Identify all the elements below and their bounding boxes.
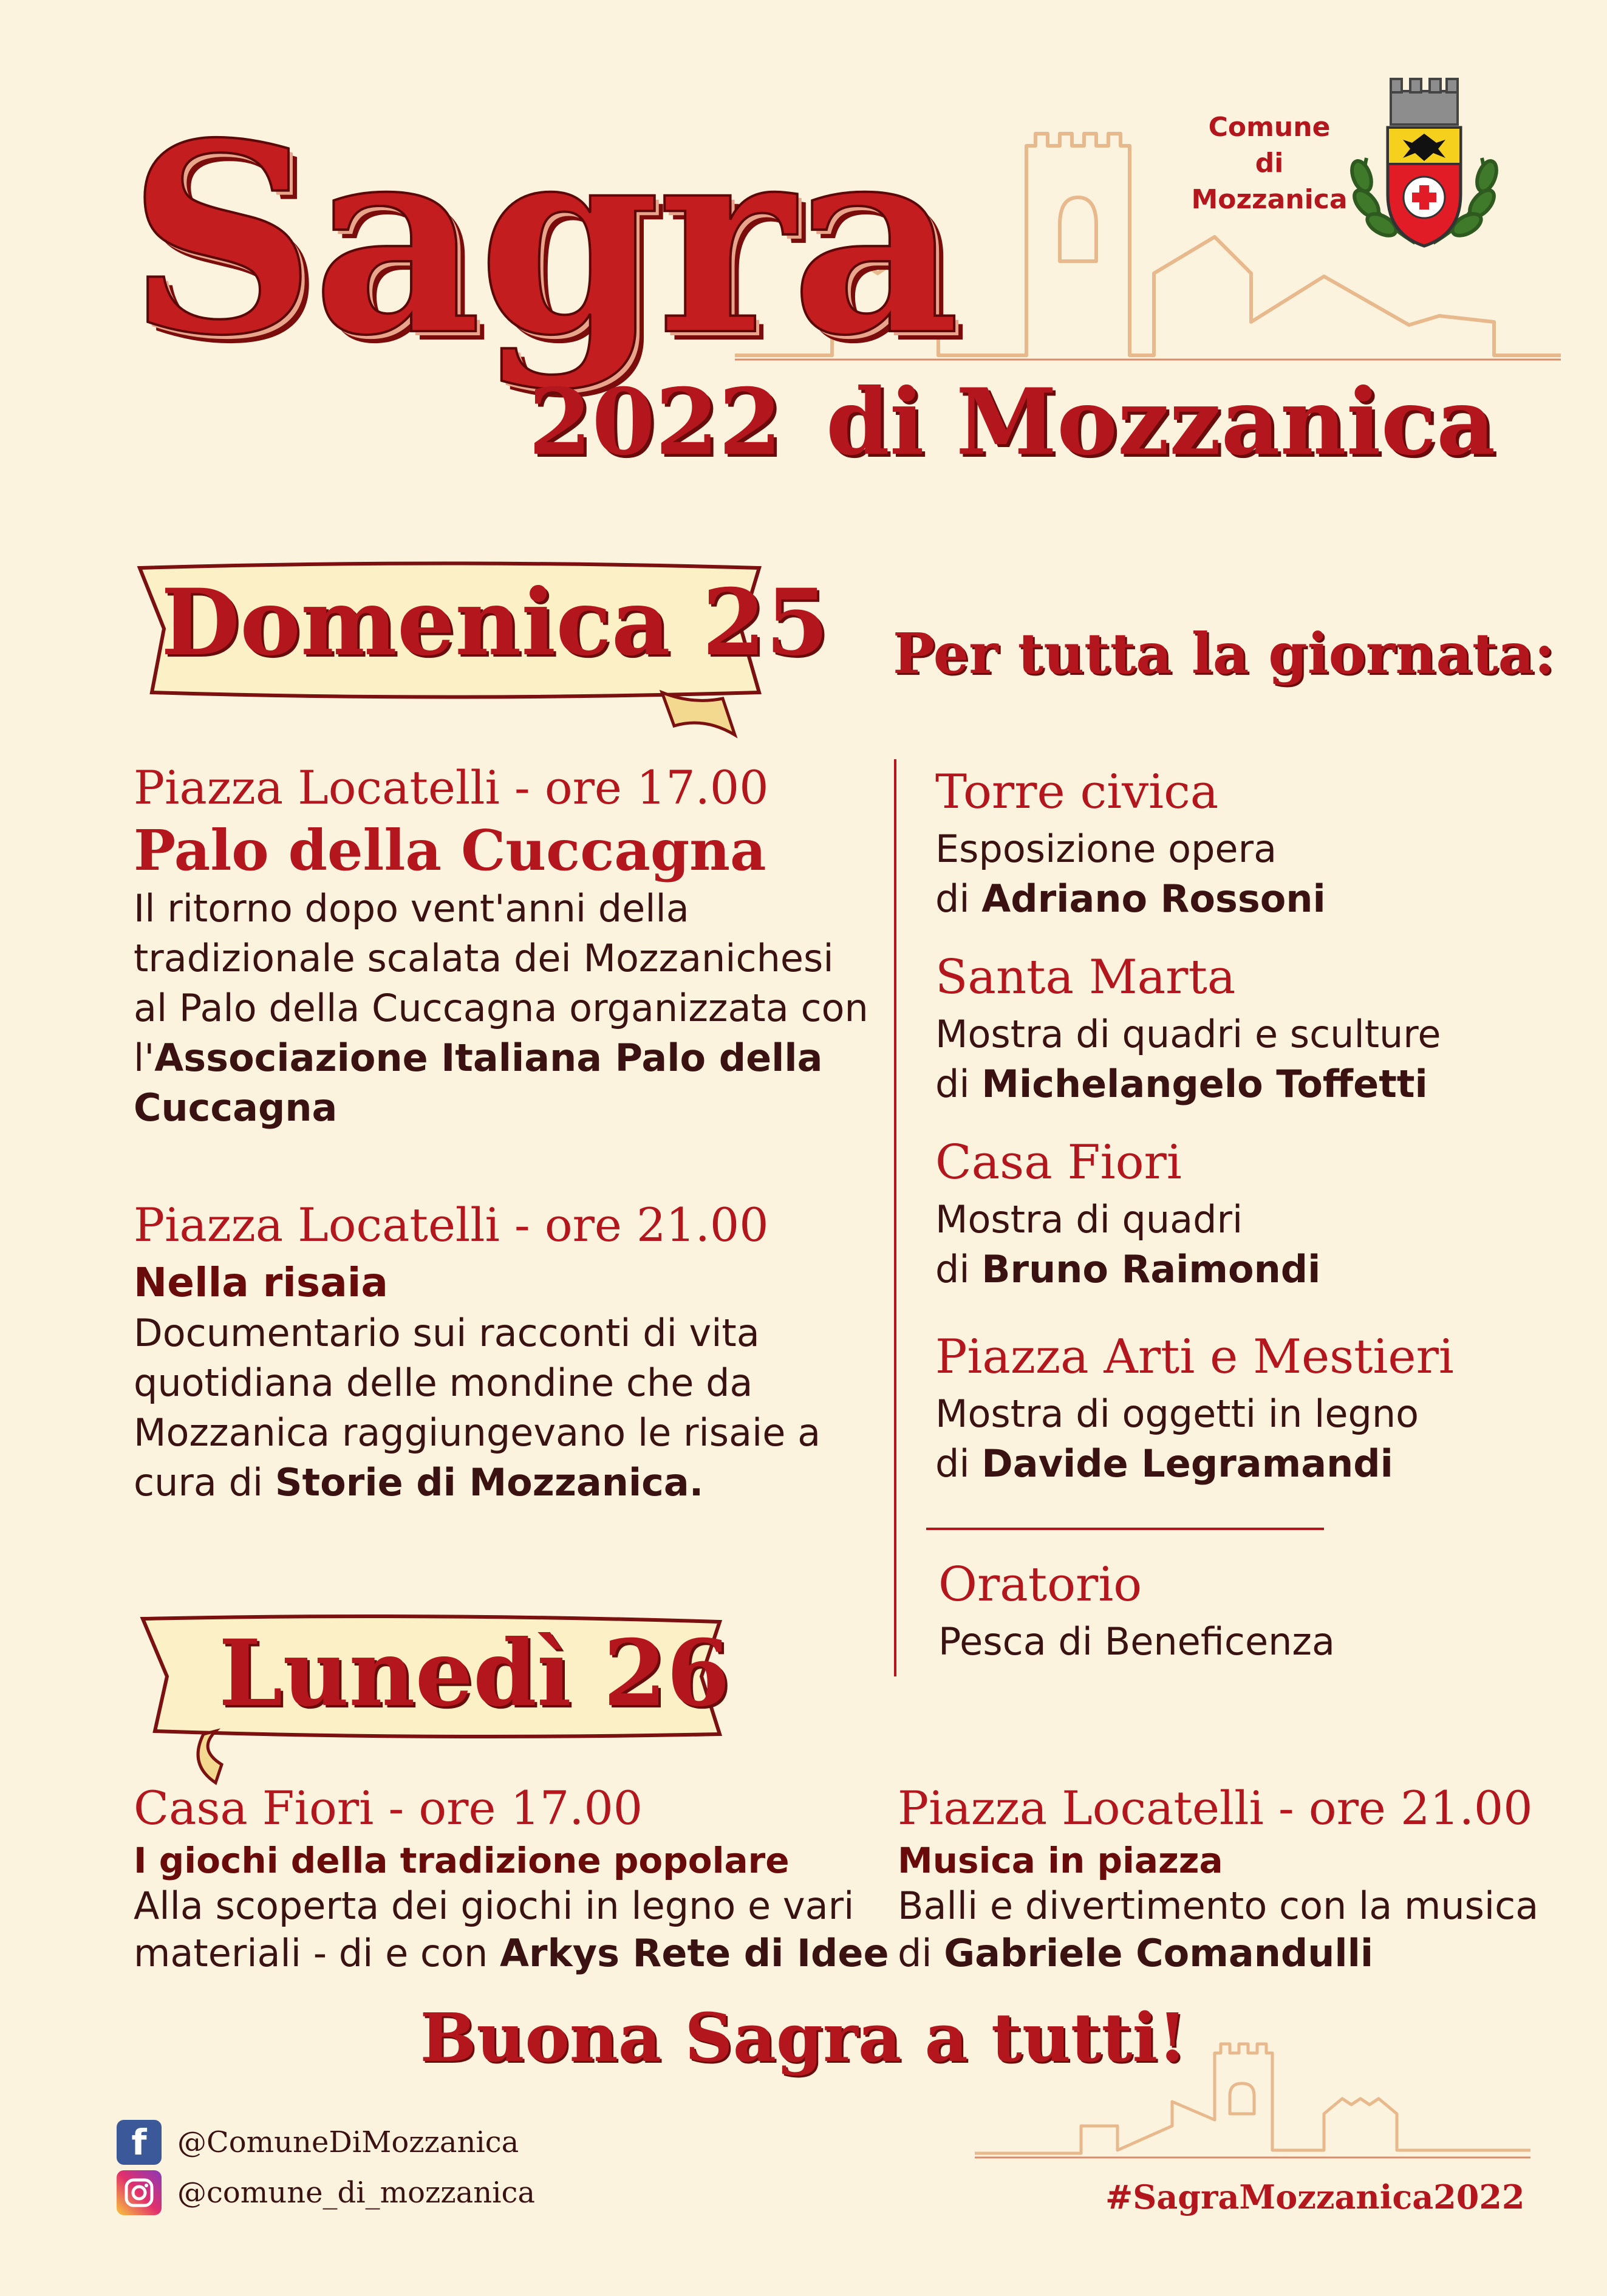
giornata-place: Casa Fiori [935,1135,1182,1190]
lunedi-event-1 [134,1783,889,1977]
event-description-prefix: di [898,1931,944,1976]
domenica-banner-label: Domenica 25 [161,569,829,676]
poster-subtitle: di Mozzanica [826,369,1496,476]
event-place-time: Piazza Locatelli - ore 21.00 [134,1198,769,1252]
event-organizer: Arkys Rete di Idee [499,1931,889,1976]
instagram-handle: @comune_di_mozzanica [177,2176,535,2210]
coat-of-arms-icon [1342,73,1506,261]
giornata-oratorio [938,1557,1335,1667]
giornata-artist-line [935,1439,1454,1489]
footer-skyline-decoration [972,2029,1537,2181]
comune-label [1190,109,1348,217]
comune-label-line2: di Mozzanica [1191,148,1348,215]
event-description-prefix: materiali - di e con [134,1931,500,1976]
event-description-text: Documentario sui racconti di vita quotidiana delle mondine che da Mozzanica raggiungevano le risaie a cura di [134,1311,821,1505]
event-title: Palo della Cuccagna [134,817,766,883]
event-place-time: Piazza Locatelli - ore 21.00 [898,1781,1533,1835]
event-place-time: Piazza Locatelli - ore 17.00 [134,760,769,815]
giornata-line: Pesca di Beneficenza [938,1619,1335,1664]
giornata-item-3 [935,1135,1321,1294]
event-description-text: Il ritorno dopo vent'anni della tradizionale scalata dei Mozzanichesi al Palo della Cuccagna organizzata con l' [134,886,868,1080]
giornata-artist: Michelangelo Toffetti [981,1062,1428,1106]
event-title: Nella risaia [134,1259,388,1306]
event-place-time: Casa Fiori - ore 17.00 [134,1781,643,1835]
column-divider [894,759,896,1676]
facebook-handle: @ComuneDiMozzanica [177,2125,519,2159]
giornata-prefix: di [935,876,982,921]
giornata-item-2 [935,950,1441,1109]
poster-year: 2022 [528,369,782,476]
event-description [134,1308,838,1508]
event-organizer: Associazione Italiana Palo della Cuccagna [134,1035,823,1130]
hashtag: #SagraMozzanica2022 [1105,2178,1525,2216]
giornata-artist-line [935,1059,1441,1109]
giornata-artist-line [935,874,1326,924]
giornata-prefix: di [935,1247,982,1291]
facebook-icon: f [117,2120,162,2165]
giornata-line: Mostra di oggetti in legno [935,1392,1419,1436]
giornata-place: Oratorio [938,1557,1142,1612]
event-description-line1: Alla scoperta dei giochi in legno e vari [134,1884,855,1929]
giornata-place: Piazza Arti e Mestieri [935,1330,1454,1384]
giornata-artist: Bruno Raimondi [981,1247,1321,1291]
lunedi-banner-label: Lunedì 26 [219,1620,730,1727]
event-description-line2 [134,1930,889,1977]
domenica-event-1 [134,762,887,1133]
giornata-line: Mostra di quadri e sculture [935,1012,1441,1056]
giornata-prefix: di [935,1062,982,1106]
giornata-place: Santa Marta [935,950,1236,1005]
comune-label-line1: Comune [1208,112,1331,143]
giornata-line: Mostra di quadri [935,1197,1243,1242]
poster-title: Sagra [128,86,957,393]
giornata-heading: Per tutta la giornata: [893,621,1555,686]
event-title: I giochi della tradizione popolare [134,1839,790,1881]
giornata-artist-line [935,1245,1320,1294]
event-title: Musica in piazza [898,1839,1223,1881]
event-organizer: Gabriele Comandulli [944,1931,1374,1976]
closing-message: Buona Sagra a tutti! [420,1998,1187,2077]
giornata-item-4 [935,1330,1454,1489]
event-description [134,884,875,1133]
giornata-item-1 [935,765,1326,924]
event-description-line2 [898,1930,1538,1977]
lunedi-event-2 [898,1783,1538,1977]
event-description-line1: Balli e divertimento con la musica [898,1884,1539,1929]
giornata-separator [926,1528,1324,1530]
giornata-prefix: di [935,1441,982,1486]
giornata-artist: Adriano Rossoni [981,876,1326,921]
event-organizer: Storie di Mozzanica. [275,1460,704,1505]
giornata-line: Esposizione opera [935,827,1277,871]
instagram-icon [117,2170,162,2215]
domenica-event-2 [134,1200,887,1508]
giornata-place: Torre civica [935,765,1219,819]
instagram-link[interactable] [117,2170,535,2215]
giornata-artist: Davide Legramandi [981,1441,1393,1486]
facebook-link[interactable] [117,2120,519,2165]
